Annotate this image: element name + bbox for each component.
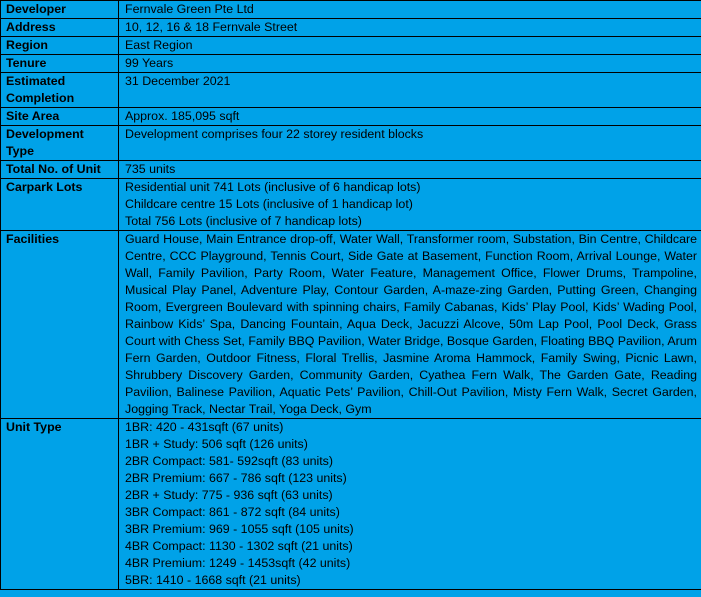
row-value <box>119 161 701 179</box>
row-value <box>119 126 701 161</box>
row-label: Tenure <box>1 55 119 73</box>
value-line: 5BR: 1410 - 1668 sqft (21 units) <box>125 573 301 587</box>
table-row-tenure <box>1 55 701 73</box>
row-label: Region <box>1 37 119 55</box>
row-value <box>119 19 701 37</box>
table-row-developer <box>1 1 701 19</box>
table-row-estimated-completion <box>1 73 701 108</box>
table-row-unit-type <box>1 419 701 590</box>
table-row-site-area <box>1 108 701 126</box>
row-value <box>119 73 701 108</box>
value-line: Total 756 Lots (inclusive of 7 handicap lots) <box>125 214 362 228</box>
value-line: Development comprises four 22 storey resident blocks <box>125 127 424 141</box>
row-label: Address <box>1 19 119 37</box>
row-label: Developer <box>1 1 119 19</box>
row-value <box>119 231 701 419</box>
table-row-total-units <box>1 161 701 179</box>
value-line: 99 Years <box>125 56 174 70</box>
row-value <box>119 37 701 55</box>
facilities-text: Guard House, Main Entrance drop-off, Water Wall, Transformer room, Substation, Bin Centre, Childcare Centre, CCC Playground, Tennis Court, Side Gate at Basement, Function Room, Arrival Lounge, Water Wall, Family Pavilion, Party Room, Water Feature, Management Office, Flower Drums, Trampoline, Musical Play Panel, Adventure Play, Contour Garden, A-maze-zing Garden, Putting Green, Changing Room, Evergreen Boulevard with spinning chairs, Family Cabanas, Kids’ Play Pool, Kids’ Wading Pool, Rainbow Kids’ Spa, Dancing Fountain, Aqua Deck, Jacuzzi Alcove, 50m Lap Pool, Pool Deck, Grass Court with Chess Set, Family BBQ Pavilion, Water Bridge, Bosque Garden, Floating BBQ Pavilion, Arum Fern Garden, Outdoor Fitness, Floral Trellis, Jasmine Aroma Hammock, Family Swing, Picnic Lawn, Shrubbery Discovery Garden, Community Garden, Cyathea Fern Walk, The Garden Gate, Reading Pavilion, Balinese Pavilion, Aquatic Pets’ Pavilion, Chill-Out Pavilion, Misty Fern Walk, Secret Garden, Jogging Track, Nectar Trail, Yoga Deck, Gym <box>125 232 697 416</box>
value-line: 4BR Premium: 1249 - 1453sqft (42 units) <box>125 556 351 570</box>
value-line: 2BR Compact: 581- 592sqft (83 units) <box>125 454 333 468</box>
value-line: 2BR Premium: 667 - 786 sqft (123 units) <box>125 471 347 485</box>
value-line: Residential unit 741 Lots (inclusive of 6 handicap lots) <box>125 180 421 194</box>
table-row-facilities <box>1 231 701 419</box>
row-label: Development Type <box>1 126 119 161</box>
row-value <box>119 419 701 590</box>
table-row-development-type <box>1 126 701 161</box>
value-line: 3BR Compact: 861 - 872 sqft (84 units) <box>125 505 340 519</box>
row-label: Total No. of Unit <box>1 161 119 179</box>
row-value <box>119 108 701 126</box>
table-row-region <box>1 37 701 55</box>
value-line: East Region <box>125 38 193 52</box>
value-line: 2BR + Study: 775 - 936 sqft (63 units) <box>125 488 333 502</box>
value-line: 735 units <box>125 162 176 176</box>
row-value <box>119 179 701 231</box>
value-line: 1BR + Study: 506 sqft (126 units) <box>125 437 308 451</box>
row-label: Unit Type <box>1 419 119 590</box>
row-label: Estimated Completion <box>1 73 119 108</box>
row-value <box>119 1 701 19</box>
value-line: Fernvale Green Pte Ltd <box>125 2 254 16</box>
value-line: Approx. 185,095 sqft <box>125 109 240 123</box>
value-line: 3BR Premium: 969 - 1055 sqft (105 units) <box>125 522 354 536</box>
value-line: 31 December 2021 <box>125 74 231 88</box>
row-label: Carpark Lots <box>1 179 119 231</box>
table-row-address <box>1 19 701 37</box>
value-line: Childcare centre 15 Lots (inclusive of 1 handicap lot) <box>125 197 413 211</box>
value-line: 4BR Compact: 1130 - 1302 sqft (21 units) <box>125 539 353 553</box>
value-line: 10, 12, 16 & 18 Fernvale Street <box>125 20 298 34</box>
table-row-carpark-lots <box>1 179 701 231</box>
row-value <box>119 55 701 73</box>
value-line: 1BR: 420 - 431sqft (67 units) <box>125 420 284 434</box>
row-label: Facilities <box>1 231 119 419</box>
row-label: Site Area <box>1 108 119 126</box>
